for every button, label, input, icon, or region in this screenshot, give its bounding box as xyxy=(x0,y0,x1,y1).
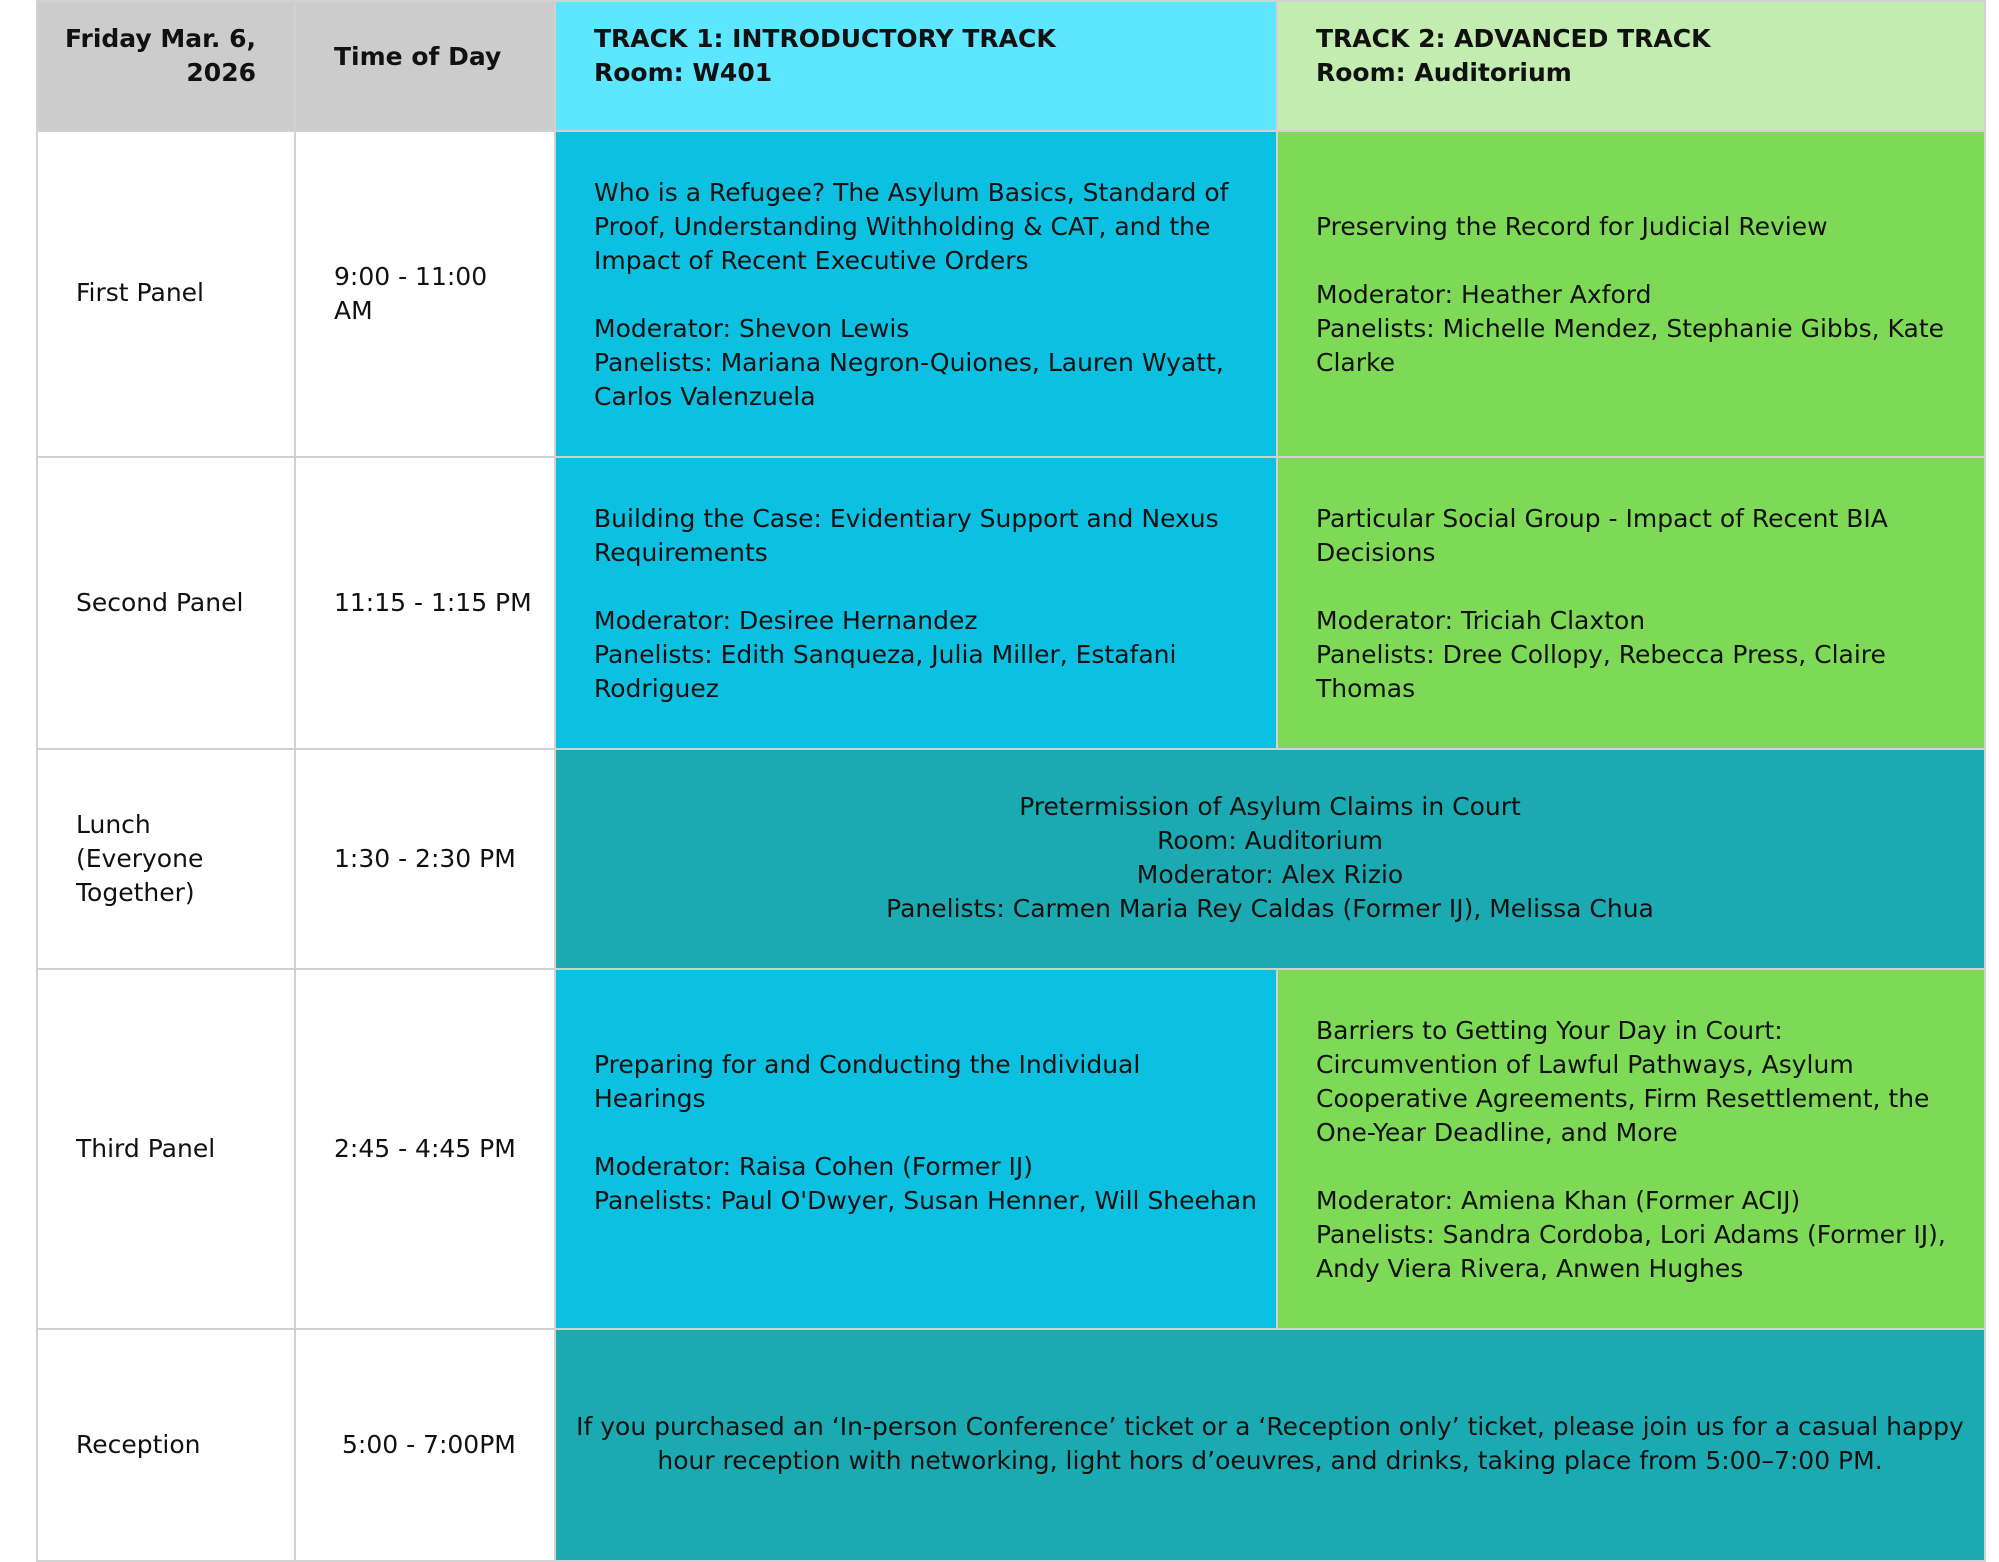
session-moderator: Moderator: Triciah Claxton xyxy=(1316,606,1646,635)
plenary-panelists: Panelists: Carmen Maria Rey Caldas (Former IJ), Melissa Chua xyxy=(886,894,1654,923)
reception-note-line: hour reception with networking, light hors d’oeuvres, and drinks, taking place from 5:00–7:00 PM. xyxy=(657,1446,1883,1475)
row2-track1-session xyxy=(594,502,1242,706)
session-title-line: Hearings xyxy=(594,1084,706,1113)
track2-title: TRACK 2: ADVANCED TRACK xyxy=(1316,24,1711,53)
track2-room: Room: Auditorium xyxy=(1316,58,1572,87)
header-year-line: 2026 xyxy=(186,58,256,87)
row2-track2-session xyxy=(1316,502,1950,706)
header-date-line: Friday Mar. 6, xyxy=(65,24,256,53)
row2-label: Second Panel xyxy=(76,588,244,617)
track2-header xyxy=(1316,22,1710,90)
row4-label: Third Panel xyxy=(76,1134,216,1163)
session-panelists-line: Thomas xyxy=(1316,674,1416,703)
header-date xyxy=(65,22,256,90)
row4-time-cell xyxy=(294,968,556,1330)
row5-label: Reception xyxy=(76,1430,201,1459)
session-panelists-line: Andy Viera Rivera, Anwen Hughes xyxy=(1316,1254,1744,1283)
reception-note xyxy=(576,1410,1964,1478)
row3-label-line: Lunch xyxy=(76,810,151,839)
row1-time xyxy=(334,260,487,328)
row1-track1-session xyxy=(594,176,1242,414)
reception-note-line: If you purchased an ‘In-person Conference’ ticket or a ‘Reception only’ ticket, please join us for a casual happy xyxy=(576,1412,1964,1441)
session-title-line: Particular Social Group - Impact of Recent BIA xyxy=(1316,504,1888,533)
row5-time-cell xyxy=(294,1328,556,1562)
session-title-line: Preparing for and Conducting the Individual xyxy=(594,1050,1141,1079)
session-panelists-line: Carlos Valenzuela xyxy=(594,382,816,411)
header-time-cell xyxy=(294,0,556,132)
header-date-cell xyxy=(36,0,296,132)
row1-label: First Panel xyxy=(76,278,205,307)
row2-time: 11:15 - 1:15 PM xyxy=(334,588,532,617)
row4-track2-cell xyxy=(1276,968,1986,1330)
session-title-line: Barriers to Getting Your Day in Court: xyxy=(1316,1016,1783,1045)
row2-track1-cell xyxy=(554,456,1278,750)
row1-label-cell xyxy=(36,130,296,458)
session-title-line: Preserving the Record for Judicial Review xyxy=(1316,212,1828,241)
row1-time-b: AM xyxy=(334,296,373,325)
session-title-line: Requirements xyxy=(594,538,768,567)
row1-track1-cell xyxy=(554,130,1278,458)
row5-label-cell xyxy=(36,1328,296,1562)
track1-room: Room: W401 xyxy=(594,58,773,87)
session-panelists-line: Panelists: Paul O'Dwyer, Susan Henner, Will Sheehan xyxy=(594,1186,1257,1215)
track2-header-cell xyxy=(1276,0,1986,132)
session-panelists-line: Clarke xyxy=(1316,348,1395,377)
session-panelists-line: Panelists: Michelle Mendez, Stephanie Gibbs, Kate xyxy=(1316,314,1945,343)
row1-track2-session xyxy=(1316,210,1950,380)
session-moderator: Moderator: Shevon Lewis xyxy=(594,314,910,343)
row2-label-cell xyxy=(36,456,296,750)
session-title-line: Circumvention of Lawful Pathways, Asylum xyxy=(1316,1050,1854,1079)
session-title-line: Building the Case: Evidentiary Support and Nexus xyxy=(594,504,1219,533)
session-panelists-line: Panelists: Edith Sanqueza, Julia Miller, Estafani xyxy=(594,640,1177,669)
row4-track1-cell xyxy=(554,968,1278,1330)
session-moderator: Moderator: Desiree Hernandez xyxy=(594,606,978,635)
session-panelists-line: Panelists: Dree Collopy, Rebecca Press, Claire xyxy=(1316,640,1886,669)
session-moderator: Moderator: Amiena Khan (Former ACIJ) xyxy=(1316,1186,1801,1215)
row5-time: 5:00 - 7:00PM xyxy=(342,1430,516,1459)
row4-label-cell xyxy=(36,968,296,1330)
row3-time-cell xyxy=(294,748,556,970)
session-title-line: Decisions xyxy=(1316,538,1436,567)
track1-header-cell xyxy=(554,0,1278,132)
plenary-title: Pretermission of Asylum Claims in Court xyxy=(1019,792,1521,821)
row3-plenary-cell xyxy=(554,748,1986,970)
row3-label xyxy=(76,808,203,910)
track1-title: TRACK 1: INTRODUCTORY TRACK xyxy=(594,24,1056,53)
header-time-of-day: Time of Day xyxy=(334,42,502,71)
session-moderator: Moderator: Heather Axford xyxy=(1316,280,1652,309)
row3-time: 1:30 - 2:30 PM xyxy=(334,844,516,873)
row3-label-line: (Everyone xyxy=(76,844,204,873)
session-panelists-line: Rodriguez xyxy=(594,674,719,703)
session-title-line: One-Year Deadline, and More xyxy=(1316,1118,1678,1147)
track1-header xyxy=(594,22,1056,90)
session-moderator: Moderator: Raisa Cohen (Former IJ) xyxy=(594,1152,1034,1181)
row4-track2-session xyxy=(1316,1014,1950,1286)
plenary-session xyxy=(586,790,1954,926)
row1-track2-cell xyxy=(1276,130,1986,458)
session-panelists-line: Panelists: Sandra Cordoba, Lori Adams (Former IJ), xyxy=(1316,1220,1946,1249)
session-title-line: Who is a Refugee? The Asylum Basics, Standard of xyxy=(594,178,1229,207)
session-panelists-line: Panelists: Mariana Negron-Quiones, Lauren Wyatt, xyxy=(594,348,1224,377)
row5-reception-cell xyxy=(554,1328,1986,1562)
row1-time-a: 9:00 - 11:00 xyxy=(334,262,488,291)
session-title-line: Cooperative Agreements, Firm Resettlement, the xyxy=(1316,1084,1930,1113)
session-title-line: Proof, Understanding Withholding & CAT, and the xyxy=(594,212,1211,241)
row4-track1-session xyxy=(594,1048,1257,1218)
row2-time-cell xyxy=(294,456,556,750)
row2-track2-cell xyxy=(1276,456,1986,750)
row3-label-cell xyxy=(36,748,296,970)
plenary-moderator: Moderator: Alex Rizio xyxy=(1136,860,1404,889)
row4-time: 2:45 - 4:45 PM xyxy=(334,1134,516,1163)
row1-time-cell xyxy=(294,130,556,458)
session-title-line: Impact of Recent Executive Orders xyxy=(594,246,1029,275)
row3-label-line: Together) xyxy=(76,878,195,907)
plenary-room: Room: Auditorium xyxy=(1157,826,1383,855)
